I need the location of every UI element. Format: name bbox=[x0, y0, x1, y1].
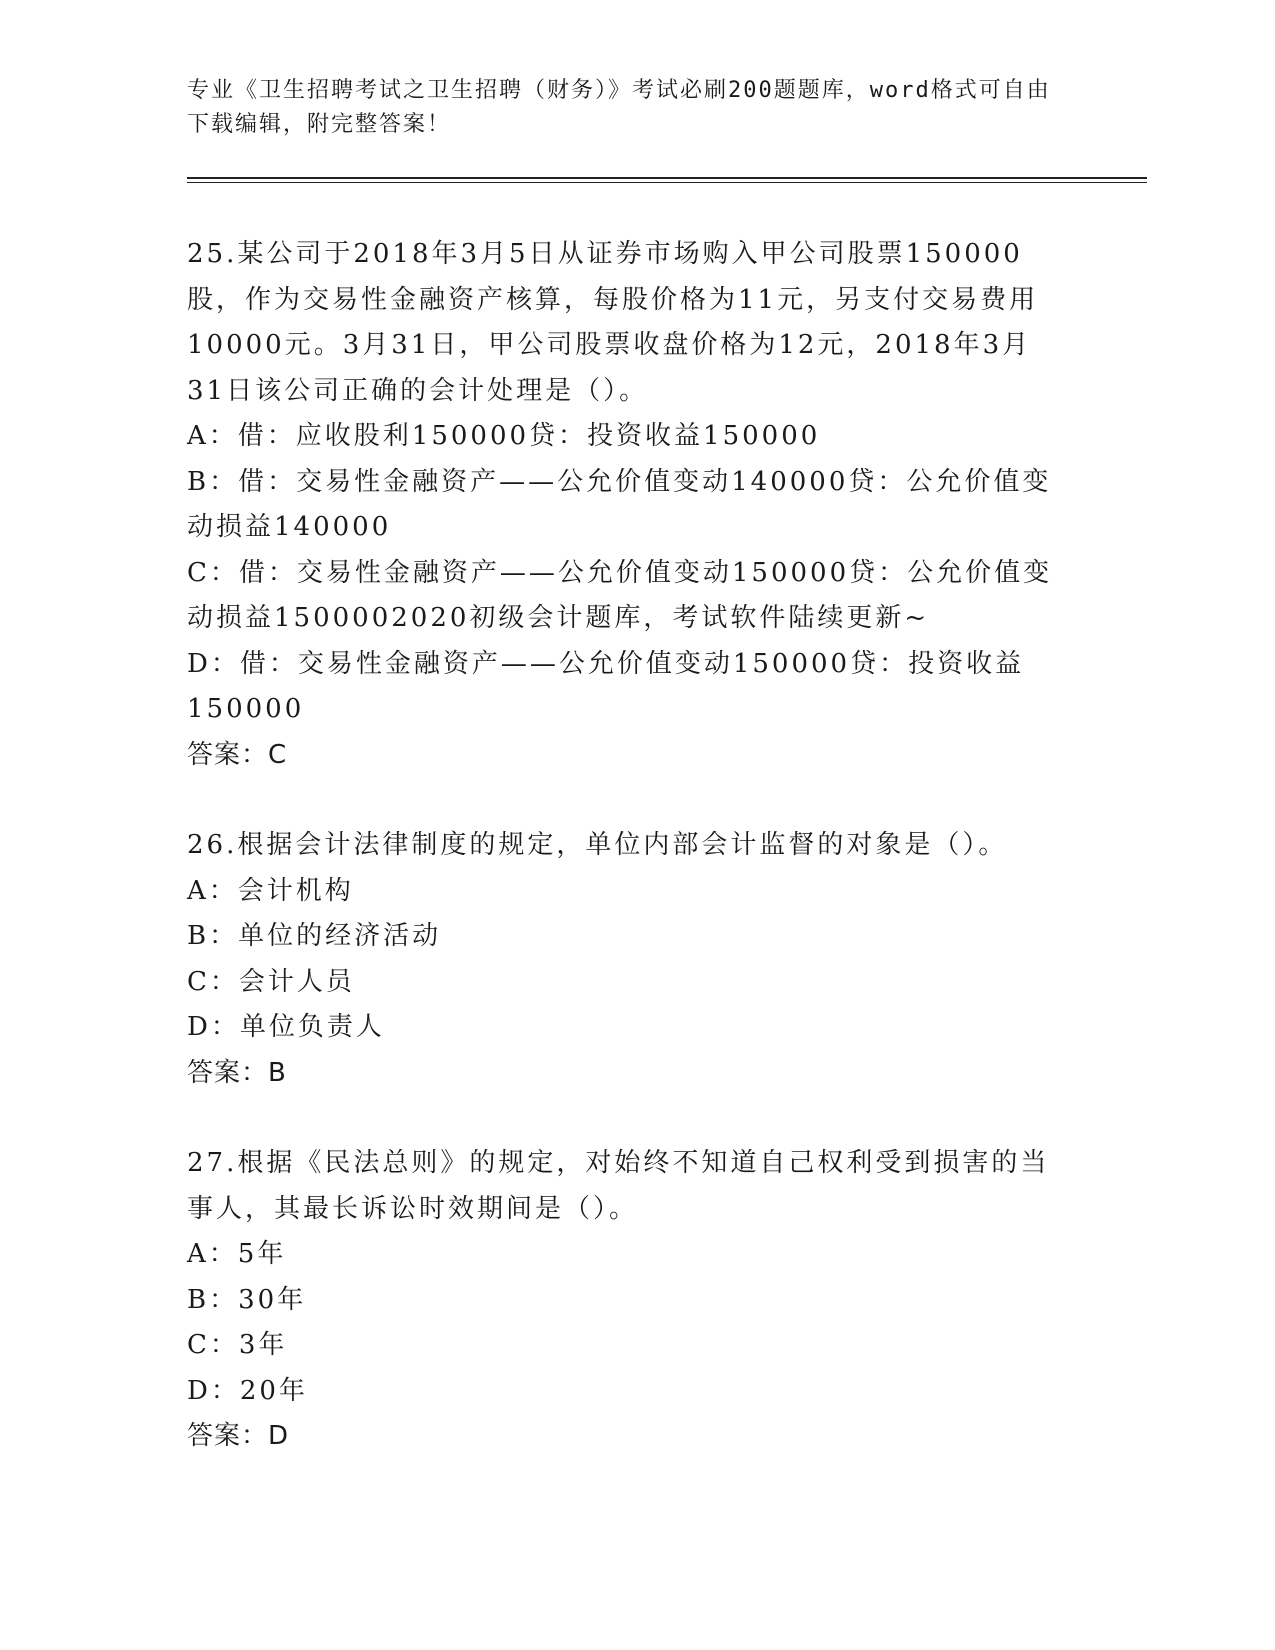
question-stem: 27.根据《民法总则》的规定，对始终不知道自己权利受到损害的当事人，其最长诉讼时效期间是（）。 bbox=[187, 1148, 1050, 1224]
answer: 答案：C bbox=[187, 739, 288, 770]
option-a: A：借：应收股利150000贷：投资收益150000 bbox=[187, 421, 821, 451]
option-a: A：5年 bbox=[187, 1239, 287, 1269]
question-26 bbox=[187, 823, 1067, 1096]
header-divider-thin bbox=[187, 182, 1147, 183]
document-header: 专业《卫生招聘考试之卫生招聘（财务）》考试必刷200题题库，word格式可自由下载编辑，附完整答案！ bbox=[187, 78, 1051, 137]
option-d: D：借：交易性金融资产——公允价值变动150000贷：投资收益150000 bbox=[187, 648, 1025, 724]
option-b: B：30年 bbox=[187, 1284, 307, 1315]
question-stem: 25.某公司于2018年3月5日从证券市场购入甲公司股票150000股，作为交易性金融资产核算，每股价格为11元，另支付交易费用10000元。3月31日，甲公司股票收盘价格为12元，2018年3月31日该公司正确的会计处理是（）。 bbox=[187, 239, 1039, 406]
option-c: C：3年 bbox=[187, 1330, 288, 1360]
answer: 答案：B bbox=[187, 1057, 287, 1088]
option-c: C：借：交易性金融资产——公允价值变动150000贷：公允价值变动损益1500002020初级会计题库，考试软件陆续更新~ bbox=[187, 557, 1053, 633]
answer: 答案：D bbox=[187, 1421, 290, 1451]
question-25 bbox=[187, 232, 1067, 778]
option-c: C：会计人员 bbox=[187, 966, 355, 997]
option-b: B：借：交易性金融资产——公允价值变动140000贷：公允价值变动损益140000 bbox=[187, 466, 1052, 542]
question-27 bbox=[187, 1141, 1067, 1460]
option-b: B：单位的经济活动 bbox=[187, 921, 442, 951]
option-a: A：会计机构 bbox=[187, 875, 354, 906]
question-list bbox=[187, 232, 1067, 1505]
question-stem: 26.根据会计法律制度的规定，单位内部会计监督的对象是（）。 bbox=[187, 830, 1008, 860]
option-d: D：20年 bbox=[187, 1375, 308, 1406]
header-divider bbox=[187, 177, 1147, 179]
option-d: D：单位负责人 bbox=[187, 1012, 385, 1042]
